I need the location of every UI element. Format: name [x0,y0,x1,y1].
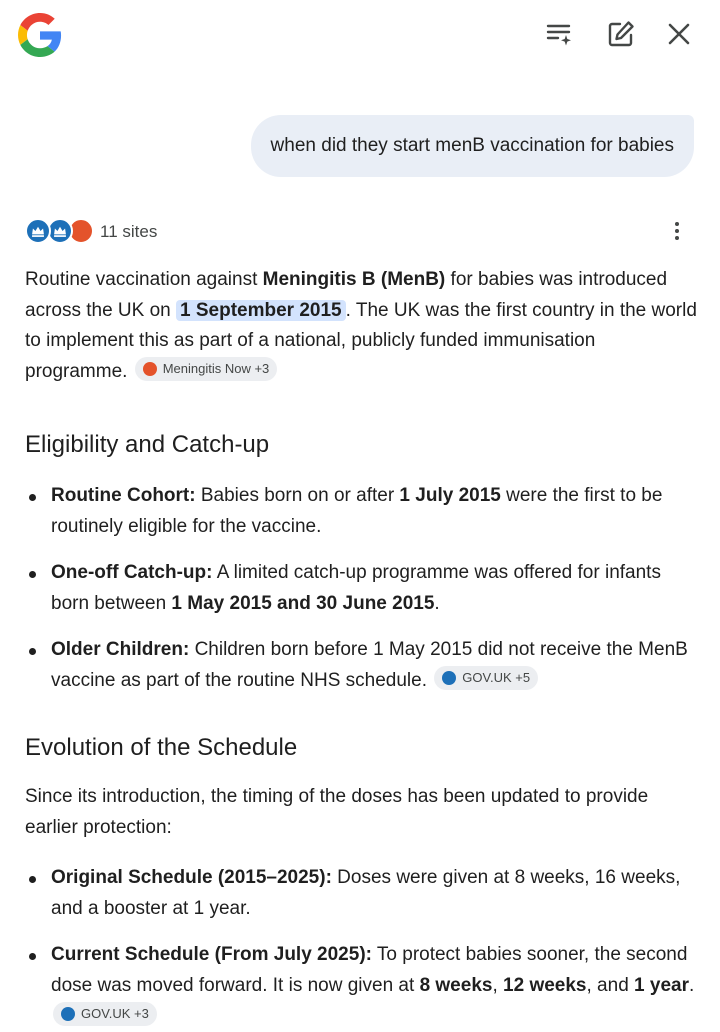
intro-text: for babies was introduced across the UK on [25,269,668,321]
evolution-intro: Since its introduction, the timing of the doses has been updated to provide earlier protection: [25,786,649,838]
schedule-list [25,863,700,1032]
close-icon[interactable] [663,18,695,50]
list-item-text: Children born before 1 May 2015 did not receive the MenB vaccine as part of the routine NHS schedule. [51,639,688,691]
user-query-text: when did they start menB vaccination for babies [270,135,674,156]
more-vert-icon[interactable] [665,219,689,243]
intro-bold-menb: Meningitis B (MenB) [262,269,446,290]
edit-icon[interactable] [605,18,637,50]
list-item [25,481,700,542]
list-item-text: To protect babies sooner, the second dose was moved forward. It is now given at [51,944,688,996]
intro-text: Routine vaccination against [25,269,263,290]
gov-uk-crown-icon [61,1007,75,1021]
list-item-text: , [492,974,504,996]
list-item-bold: 1 May 2015 and 30 June 2015 [171,592,435,614]
list-item [25,940,700,1032]
list-item-label: Current Schedule (From July 2025): [51,944,372,965]
list-item-label: Original Schedule (2015–2025): [51,867,332,888]
gov-uk-crown-icon [25,218,51,244]
list-item [25,863,700,924]
section-heading-eligibility: Eligibility and Catch-up [25,431,270,458]
list-item-text: were the first to be routinely eligible for the vaccine. [51,485,663,537]
source-chip-label: Meningitis Now +3 [162,361,270,377]
source-chip-label: GOV.UK +5 [462,670,531,686]
list-item-label: Routine Cohort: [51,485,196,506]
list-item-label: One-off Catch-up: [51,562,213,583]
list-item-bold: 8 weeks [419,974,493,996]
meningitis-now-icon [143,362,157,376]
intro-paragraph [25,265,700,387]
list-item-bold: 1 year [634,974,689,996]
list-item-text: , and [586,974,635,996]
source-chip-gov-uk[interactable] [53,1002,157,1026]
gov-uk-crown-icon [442,671,456,685]
list-item-text: . [434,592,440,614]
list-item-text: A limited catch-up programme was offered for infants born between [51,562,661,614]
intro-date: 1 September 2015 [180,299,342,321]
list-item-bold: 12 weeks [503,974,587,996]
list-item [25,635,700,696]
top-bar [0,0,720,70]
list-item-text: Babies born on or after [195,485,400,506]
sources-row[interactable] [25,216,695,248]
list-item-text: Doses were given at 8 weeks, 16 weeks, and a booster at 1 year. [51,867,681,919]
user-query-bubble [251,115,694,177]
eligibility-list [25,481,700,696]
source-chip-gov-uk[interactable] [434,666,538,690]
list-item-label: Older Children: [51,639,190,660]
list-item-bold: 1 July 2015 [399,485,501,506]
google-logo[interactable] [18,13,62,57]
list-item [25,558,700,619]
sources-count: 11 sites [100,222,158,241]
section-heading-evolution: Evolution of the Schedule [25,734,298,761]
ai-answer [25,265,700,1032]
source-chip-label: GOV.UK +3 [81,1005,149,1021]
intro-text: . The UK was the first country in the world to implement this as part of a national, publicly funded immunisation programme. [25,299,697,382]
list-item-text: . [689,974,695,996]
highlighted-date [176,300,346,321]
playlist-sparkle-icon[interactable] [543,18,575,50]
source-chip-meningitis-now[interactable] [135,357,278,381]
